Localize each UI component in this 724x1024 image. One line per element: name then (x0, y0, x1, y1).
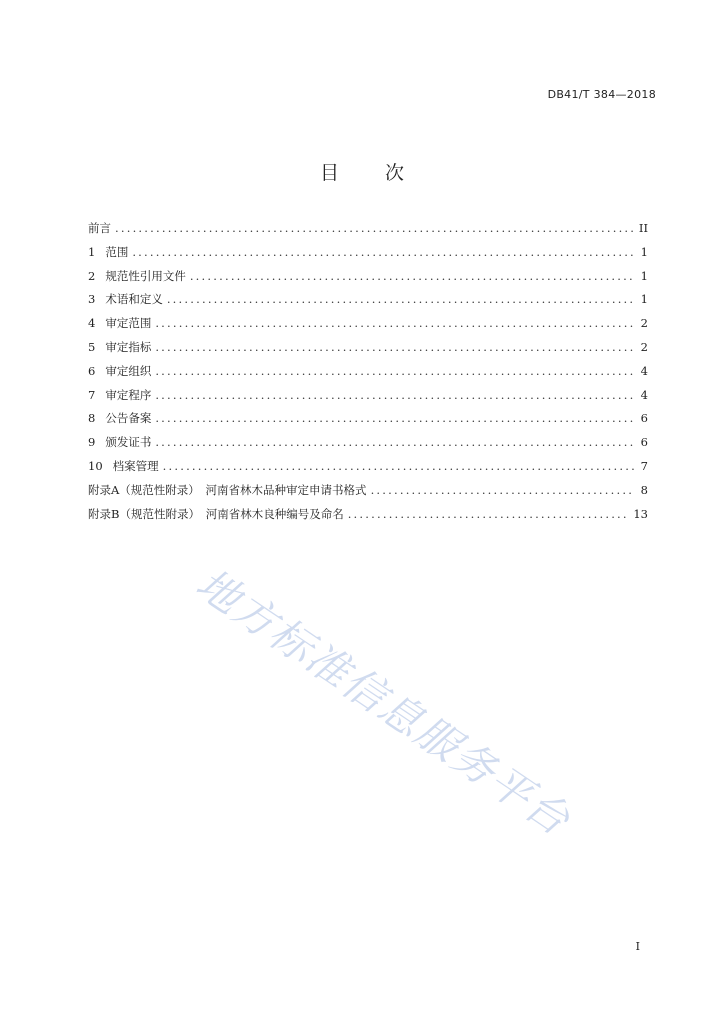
toc-entry-label: 颁发证书 (105, 435, 152, 450)
toc-entry-page: 2 (640, 339, 648, 354)
toc-entry-number: 1 (88, 244, 96, 259)
toc-entry-normative-references[interactable] (88, 266, 648, 290)
toc-entry-approval-indicators[interactable] (88, 337, 648, 361)
toc-entry-approval-procedure[interactable] (88, 385, 648, 409)
toc-entry-number: 2 (88, 268, 96, 283)
table-of-contents (88, 218, 648, 527)
watermark: 地方标准信息服务平台 (187, 558, 580, 846)
toc-leader-dots (155, 432, 634, 452)
toc-leader-dots (190, 266, 634, 286)
toc-entry-page: 2 (640, 316, 648, 331)
toc-entry-approval-organization[interactable] (88, 361, 648, 385)
toc-entry-page: 1 (640, 244, 648, 259)
toc-leader-dots (115, 218, 634, 238)
toc-leader-dots (155, 361, 634, 381)
toc-entry-terms[interactable] (88, 289, 648, 313)
toc-entry-number: 4 (88, 316, 96, 331)
toc-entry-approval-scope[interactable] (88, 313, 648, 337)
toc-entry-number: 3 (88, 292, 96, 307)
toc-leader-dots (155, 408, 634, 428)
toc-entry-label: 附录B（规范性附录） 河南省林木良种编号及命名 (88, 506, 344, 521)
toc-entry-label: 规范性引用文件 (105, 268, 186, 283)
toc-entry-archive[interactable] (88, 456, 648, 480)
page-title: 目 次 (319, 162, 425, 184)
toc-leader-dots (371, 480, 634, 500)
toc-leader-dots (155, 313, 634, 333)
toc-entry-label: 审定程序 (105, 387, 152, 402)
toc-entry-appendix-a[interactable] (88, 480, 648, 504)
document-code: DB41/T 384—2018 (547, 88, 656, 101)
toc-entry-page: 13 (633, 506, 648, 521)
toc-leader-dots (155, 385, 634, 405)
toc-entry-number: 5 (88, 339, 96, 354)
toc-entry-label: 审定指标 (105, 339, 152, 354)
toc-entry-label: 范围 (105, 244, 129, 259)
toc-entry-label: 前言 (88, 221, 111, 235)
toc-entry-certificate[interactable] (88, 432, 648, 456)
toc-entry-foreword[interactable] (88, 218, 648, 242)
toc-entry-number: 7 (88, 387, 96, 402)
toc-entry-announcement[interactable] (88, 408, 648, 432)
toc-entry-scope[interactable] (88, 242, 648, 266)
toc-entry-number: 10 (88, 458, 103, 473)
toc-entry-number: 6 (88, 363, 96, 378)
toc-entry-page: 4 (640, 387, 648, 402)
toc-entry-label: 审定范围 (105, 316, 152, 331)
toc-entry-appendix-b[interactable] (88, 504, 648, 528)
toc-entry-page: 4 (640, 363, 648, 378)
toc-entry-label: 审定组织 (105, 363, 152, 378)
toc-leader-dots (155, 337, 634, 357)
toc-entry-page: 1 (640, 268, 648, 283)
toc-entry-page: 1 (640, 292, 648, 307)
toc-entry-page: 8 (640, 482, 648, 497)
toc-entry-number: 8 (88, 411, 96, 426)
toc-entry-label: 档案管理 (112, 458, 159, 473)
toc-entry-label: 附录A（规范性附录） 河南省林木品种审定申请书格式 (88, 482, 367, 497)
page-number: I (635, 940, 640, 953)
toc-leader-dots (163, 456, 634, 476)
toc-entry-label: 公告备案 (105, 411, 152, 426)
toc-leader-dots (348, 504, 630, 524)
toc-entry-page: 6 (640, 411, 648, 426)
toc-entry-label: 术语和定义 (105, 292, 163, 307)
toc-leader-dots (167, 289, 634, 309)
toc-entry-page: 6 (640, 435, 648, 450)
toc-entry-page: II (638, 221, 648, 235)
toc-entry-number: 9 (88, 435, 96, 450)
toc-leader-dots (132, 242, 634, 262)
toc-entry-page: 7 (640, 458, 648, 473)
